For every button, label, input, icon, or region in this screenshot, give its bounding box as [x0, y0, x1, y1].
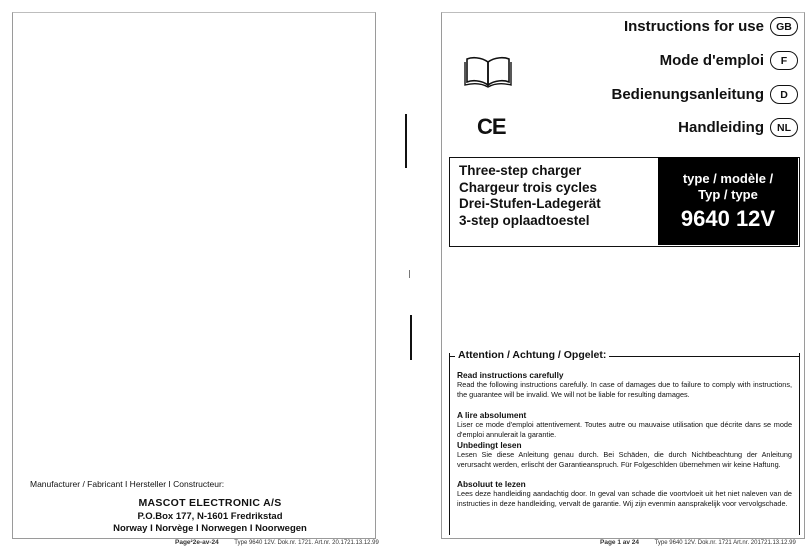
- right-doc-reference: Type 9640 12V. Dok.nr. 1721 Art.nr. 201721.13.12.99: [654, 540, 796, 546]
- open-book-icon: [463, 54, 513, 90]
- product-names: [459, 163, 601, 229]
- section-text-de: Lesen Sie diese Anleitung genau durch. Bei Schäden, die durch Nichtbeachtung der Anleitung verursacht werden, erlischt der Garantieanspruch. Für Folgeschlden übernehmen wir keine Haftung.: [457, 450, 792, 469]
- section-text-nl: Lees deze handleiding aandachtig door. In geval van schade die voortvloeit uit het niet naleven van de instructies in deze handleiding, vervalt de garantie. Wij zijn evenmin aansprakelijk voor vervolgschade.: [457, 489, 792, 508]
- attention-section-en: [457, 370, 792, 399]
- manufacturer-countries: Norway I Norvège I Norwegen I Noorwegen: [113, 523, 307, 534]
- lang-label-nl: Handleiding: [678, 119, 764, 136]
- manufacturer-name: MASCOT ELECTRONIC A/S: [138, 497, 282, 509]
- fold-tick: [409, 270, 410, 278]
- lang-badge-nl: NL: [770, 118, 798, 137]
- lang-row-d: [611, 85, 798, 104]
- product-name-nl: 3-step oplaadtoestel: [459, 212, 590, 228]
- product-name-fr: Chargeur trois cycles: [459, 179, 598, 195]
- product-name-en: Three-step charger: [459, 163, 582, 178]
- type-model-number: 9640 12V: [680, 206, 776, 231]
- product-name-de: Drei-Stufen-Ladegerät: [459, 196, 601, 211]
- left-page: [12, 12, 376, 539]
- right-page-footer: [600, 539, 796, 546]
- lang-label-d: Bedienungsanleitung: [611, 86, 764, 103]
- attention-section-de: [457, 440, 792, 469]
- section-title-nl: Absoluut te lezen: [457, 479, 526, 489]
- attention-section-fr: [457, 410, 792, 439]
- left-page-number: Page²2e-av-24: [175, 539, 219, 546]
- ce-mark: CE: [477, 114, 506, 139]
- section-title-de: Unbedingt lesen: [457, 440, 522, 450]
- lang-badge-d: D: [770, 85, 798, 104]
- right-page-number: Page 1 av 24: [600, 539, 640, 546]
- lang-label-gb: Instructions for use: [623, 18, 764, 35]
- lang-row-f: [660, 51, 798, 70]
- fold-mark-bottom: [410, 315, 412, 360]
- section-text-en: Read the following instructions carefully. In case of damages due to failure to comply with instructions, the guarantee will be invalid. We will not be liable for resulting damages.: [457, 380, 792, 399]
- left-page-footer: [175, 539, 379, 546]
- attention-section-nl: [457, 479, 792, 508]
- lang-badge-gb: GB: [770, 17, 798, 36]
- lang-row-nl: [678, 118, 798, 137]
- attention-heading: Attention / Achtung / Opgelet:: [455, 349, 609, 361]
- lang-row-gb: [624, 17, 798, 36]
- manufacturer-label: Manufacturer / Fabricant I Hersteller I Constructeur:: [30, 479, 225, 489]
- fold-mark-top: [405, 114, 407, 168]
- manufacturer-address: P.O.Box 177, N-1601 Fredrikstad: [137, 511, 283, 522]
- section-title-fr: A lire absolument: [457, 410, 527, 420]
- section-text-fr: Liser ce mode d'emploi attentivement. Toutes autre ou mauvaise utilisation que décrite dans se mode d'emploi annulerait la garantie.: [457, 420, 792, 439]
- lang-badge-f: F: [770, 51, 798, 70]
- type-label-line1: type / modèle /: [682, 171, 774, 186]
- type-label-line2: Typ / type: [698, 187, 758, 202]
- lang-label-f: Mode d'emploi: [659, 52, 764, 69]
- left-doc-reference: Type 9640 12V. Dok.nr. 1721. Art.nr. 20.1721.13.12.99: [234, 540, 379, 546]
- section-title-en: Read instructions carefully: [457, 370, 564, 380]
- type-box: [658, 157, 798, 245]
